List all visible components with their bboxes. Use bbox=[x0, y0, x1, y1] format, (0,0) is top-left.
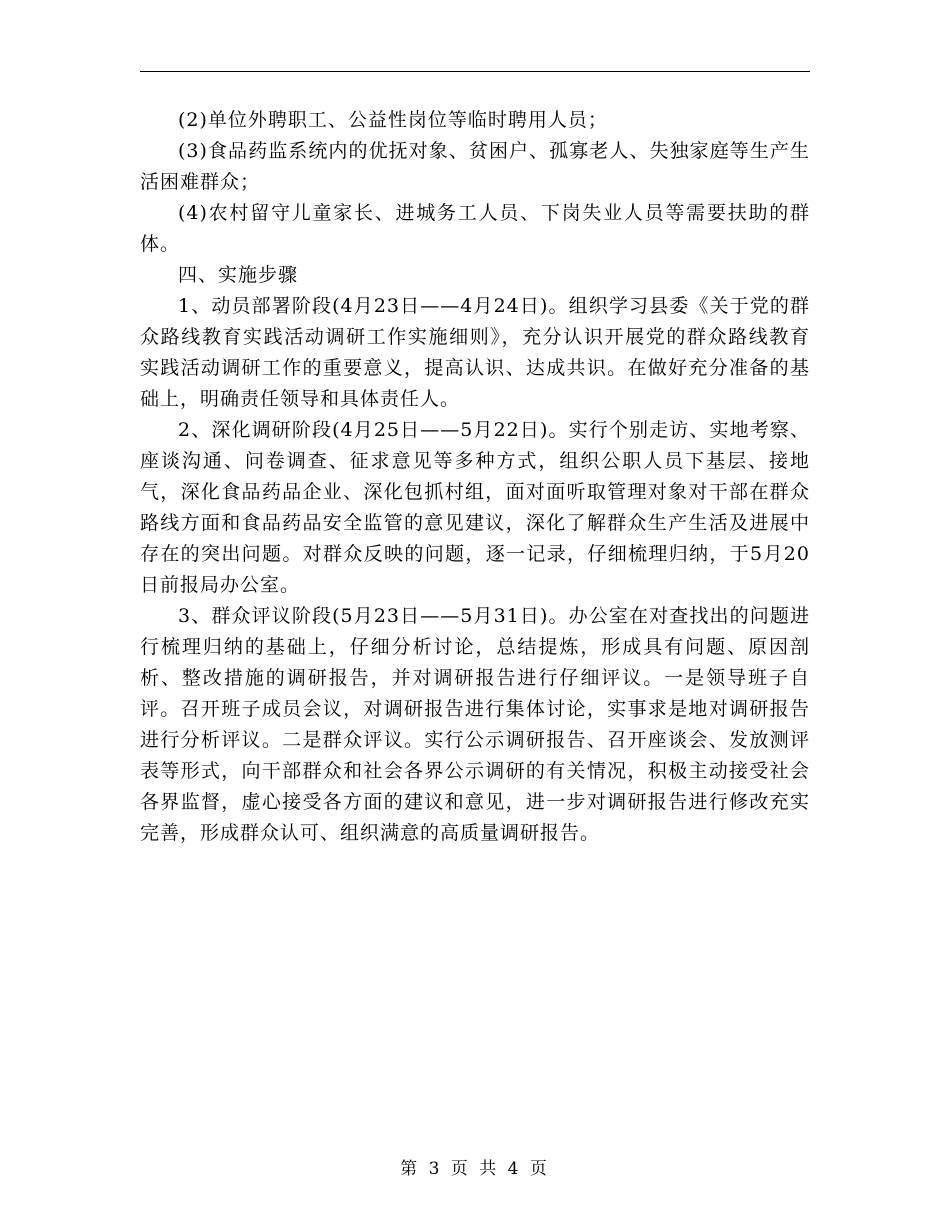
step-3-paragraph: 3、群众评议阶段(5月23日——5月31日)。办公室在对查找出的问题进行梳理归纳的基础上，仔细分析讨论，总结提炼，形成具有问题、原因剖析、整改措施的调研报告，并对调研报告进行仔细评议。一是领导班子自评。召开班子成员会议，对调研报告进行集体讨论，实事求是地对调研报告进行分析评议。二是群众评议。实行公示调研报告、召开座谈会、发放测评表等形式，向干部群众和社会各界公示调研的有关情况，积极主动接受社会各界监督，虚心接受各方面的建议和意见，进一步对调研报告进行修改充实完善，形成群众认可、组织满意的高质量调研报告。 bbox=[140, 605, 810, 844]
list-item-4: (4)农村留守儿童家长、进城务工人员、下岗失业人员等需要扶助的群体。 bbox=[140, 202, 810, 255]
header-rule bbox=[140, 71, 810, 72]
document-body bbox=[140, 105, 810, 849]
section-heading: 四、实施步骤 bbox=[178, 264, 299, 286]
step-1-paragraph: 1、动员部署阶段(4月23日——4月24日)。组织学习县委《关于党的群众路线教育实践活动调研工作实施细则》，充分认识开展党的群众路线教育实践活动调研工作的重要意义，提高认识、达成共识。在做好充分准备的基础上，明确责任领导和具体责任人。 bbox=[140, 295, 810, 410]
step-2-paragraph: 2、深化调研阶段(4月25日——5月22日)。实行个别走访、实地考察、座谈沟通、问卷调查、征求意见等多种方式，组织公职人员下基层、接地气，深化食品药品企业、深化包抓村组，面对面听取管理对象对干部在群众路线方面和食品药品安全监管的意见建议，深化了解群众生产生活及进展中存在的突出问题。对群众反映的问题，逐一记录，仔细梳理归纳，于5月20日前报局办公室。 bbox=[140, 419, 810, 596]
page-footer: 第 3 页 共 4 页 bbox=[400, 1159, 550, 1179]
list-item-2: (2)单位外聘职工、公益性岗位等临时聘用人员； bbox=[178, 109, 608, 131]
list-item-3: (3)食品药监系统内的优抚对象、贫困户、孤寡老人、失独家庭等生产生活困难群众； bbox=[140, 140, 810, 193]
